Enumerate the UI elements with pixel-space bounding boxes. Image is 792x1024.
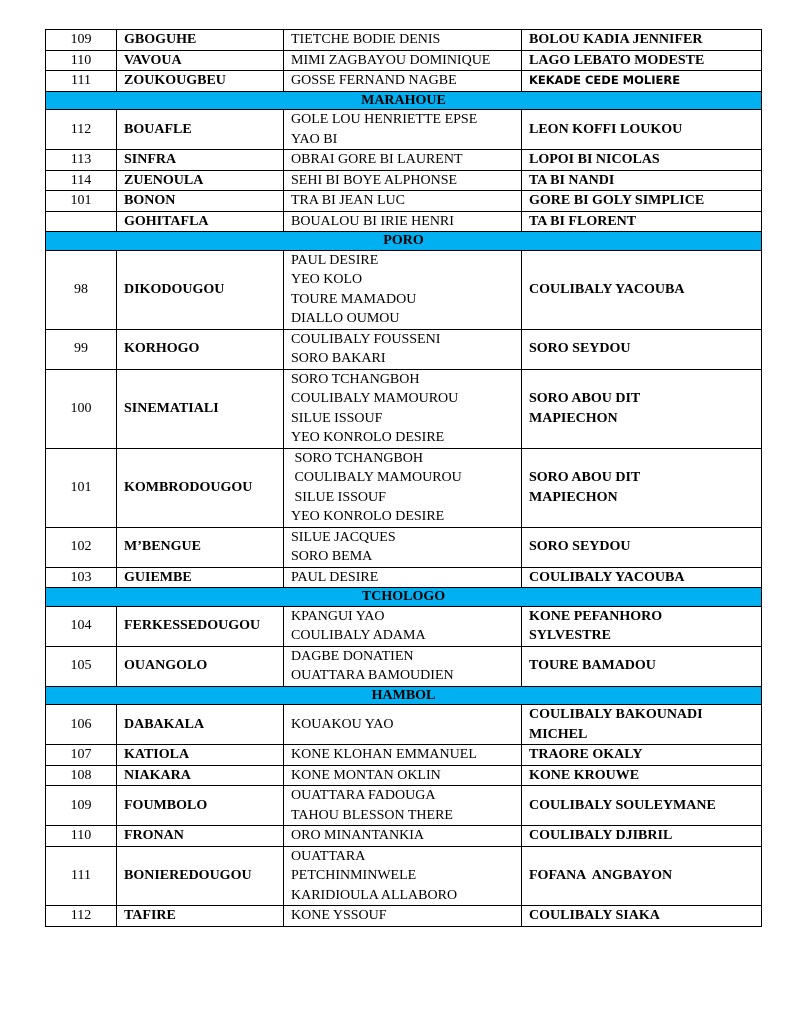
member-name: OUATTARA FADOUGA <box>291 788 436 803</box>
table-row <box>46 786 762 826</box>
table-row <box>46 30 762 51</box>
member-name: SORO BAKARI <box>291 351 386 366</box>
member-name: OUATTARA <box>291 848 366 864</box>
member-name: TOURE MAMADOU <box>291 291 417 307</box>
row-number: 101 <box>46 191 117 212</box>
representative-name: TA BI FLORENT <box>529 213 637 229</box>
table-row <box>46 191 762 212</box>
representative-cell <box>522 110 762 150</box>
representative-name: GORE BI GOLY SIMPLICE <box>529 193 705 208</box>
representative-cell <box>522 826 762 847</box>
representative-cell <box>522 250 762 329</box>
representative-cell <box>522 906 762 927</box>
representative-cell <box>522 50 762 71</box>
representative-name: COULIBALY BAKOUNADI <box>529 707 703 722</box>
representative-name: LAGO LEBATO MODESTE <box>529 52 705 68</box>
row-number: 104 <box>46 606 117 646</box>
members-cell <box>284 50 522 71</box>
table-row <box>46 745 762 766</box>
members-cell <box>284 30 522 51</box>
row-number: 100 <box>46 369 117 448</box>
region-name: TCHOLOGO <box>46 588 762 607</box>
row-number: 103 <box>46 567 117 588</box>
department-name: GUIEMBE <box>117 567 284 588</box>
row-number: 108 <box>46 765 117 786</box>
department-name: GOHITAFLA <box>117 211 284 232</box>
table-row <box>46 527 762 567</box>
member-name: PAUL DESIRE <box>291 569 379 585</box>
region-header-row <box>46 686 762 705</box>
department-name: TAFIRE <box>117 906 284 927</box>
table-row <box>46 705 762 745</box>
department-name: SINFRA <box>117 150 284 171</box>
representative-name: TA BI NANDI <box>529 172 615 188</box>
members-cell <box>284 211 522 232</box>
row-number: 112 <box>46 906 117 927</box>
members-cell <box>284 606 522 646</box>
table-row <box>46 606 762 646</box>
member-name: SILUE ISSOUF <box>291 410 383 426</box>
row-number: 112 <box>46 110 117 150</box>
member-name: SORO TCHANGBOH <box>291 371 420 387</box>
department-name: DIKODOUGOU <box>117 250 284 329</box>
representative-name: KONE KROUWE <box>529 767 640 783</box>
members-cell <box>284 110 522 150</box>
member-name: ORO MINANTANKIA <box>291 828 425 843</box>
representative-name: BOLOU KADIA JENNIFER <box>529 32 703 47</box>
representative-cell <box>522 170 762 191</box>
table-row <box>46 150 762 171</box>
department-name: ZOUKOUGBEU <box>117 71 284 92</box>
representative-cell <box>522 211 762 232</box>
representative-name: LOPOI BI NICOLAS <box>529 152 660 167</box>
department-name: ZUENOULA <box>117 170 284 191</box>
member-name: TAHOU BLESSON THERE <box>291 807 453 823</box>
members-cell <box>284 250 522 329</box>
member-name: OUATTARA BAMOUDIEN <box>291 668 454 683</box>
row-number: 106 <box>46 705 117 745</box>
member-name: PETCHINMINWELE <box>291 868 417 883</box>
representative-cell <box>522 606 762 646</box>
representative-name: SORO SEYDOU <box>529 341 631 357</box>
members-cell <box>284 567 522 588</box>
department-name: BOUAFLE <box>117 110 284 150</box>
table-row <box>46 846 762 906</box>
member-name: KONE MONTAN OKLIN <box>291 767 441 783</box>
table-row <box>46 71 762 92</box>
department-name: KATIOLA <box>117 745 284 766</box>
member-name: YEO KONROLO DESIRE <box>291 430 445 445</box>
members-cell <box>284 191 522 212</box>
department-name: NIAKARA <box>117 765 284 786</box>
member-name: SORO BEMA <box>291 549 373 564</box>
member-name: PAUL DESIRE <box>291 252 379 268</box>
representative-name: SORO SEYDOU <box>529 539 631 555</box>
representative-name: SORO ABOU DIT <box>529 470 641 485</box>
table-row <box>46 826 762 847</box>
member-name: KARIDIOULA ALLABORO <box>291 887 458 903</box>
representatives-table <box>45 29 762 927</box>
table-row <box>46 448 762 527</box>
department-name: BONIEREDOUGOU <box>117 846 284 906</box>
row-number <box>46 211 117 232</box>
member-name: SILUE ISSOUF <box>291 489 386 505</box>
department-name: M’BENGUE <box>117 527 284 567</box>
row-number: 102 <box>46 527 117 567</box>
row-number: 111 <box>46 71 117 92</box>
representative-cell <box>522 567 762 588</box>
member-name: COULIBALY FOUSSENI <box>291 331 441 347</box>
representative-cell <box>522 329 762 369</box>
member-name: GOSSE FERNAND NAGBE <box>291 73 457 88</box>
representative-cell <box>522 765 762 786</box>
table-row <box>46 646 762 686</box>
row-number: 111 <box>46 846 117 906</box>
members-cell <box>284 527 522 567</box>
member-name: COULIBALY ADAMA <box>291 628 426 643</box>
row-number: 98 <box>46 250 117 329</box>
representative-cell <box>522 150 762 171</box>
representative-cell <box>522 646 762 686</box>
row-number: 109 <box>46 786 117 826</box>
representative-name: COULIBALY SIAKA <box>529 908 660 923</box>
row-number: 107 <box>46 745 117 766</box>
members-cell <box>284 369 522 448</box>
members-cell <box>284 846 522 906</box>
department-name: FERKESSEDOUGOU <box>117 606 284 646</box>
row-number: 105 <box>46 646 117 686</box>
table-row <box>46 170 762 191</box>
member-name: DAGBE DONATIEN <box>291 648 414 664</box>
representative-cell <box>522 30 762 51</box>
table-row <box>46 369 762 448</box>
row-number: 110 <box>46 826 117 847</box>
representative-cell <box>522 191 762 212</box>
representative-cell <box>522 71 762 92</box>
representative-name: COULIBALY YACOUBA <box>529 281 685 297</box>
row-number: 109 <box>46 30 117 51</box>
member-name: TRA BI JEAN LUC <box>291 193 405 208</box>
department-name: SINEMATIALI <box>117 369 284 448</box>
member-name: YEO KOLO <box>291 272 363 287</box>
members-cell <box>284 745 522 766</box>
representative-name: LEON KOFFI LOUKOU <box>529 121 683 137</box>
representative-cell <box>522 527 762 567</box>
department-name: FOUMBOLO <box>117 786 284 826</box>
table-row <box>46 906 762 927</box>
table-row <box>46 110 762 150</box>
member-name: GOLE LOU HENRIETTE EPSE <box>291 112 478 127</box>
department-name: GBOGUHE <box>117 30 284 51</box>
row-number: 114 <box>46 170 117 191</box>
representative-name: KONE PEFANHORO <box>529 608 663 624</box>
representative-name: SYLVESTRE <box>529 628 611 643</box>
region-name: MARAHOUE <box>46 91 762 110</box>
region-header-row <box>46 232 762 251</box>
representative-cell <box>522 786 762 826</box>
department-name: OUANGOLO <box>117 646 284 686</box>
members-cell <box>284 906 522 927</box>
members-cell <box>284 329 522 369</box>
member-name: YEO KONROLO DESIRE <box>291 509 445 524</box>
member-name: KONE KLOHAN EMMANUEL <box>291 747 477 762</box>
member-name: BOUALOU BI IRIE HENRI <box>291 213 454 229</box>
region-header-row <box>46 588 762 607</box>
member-name: KOUAKOU YAO <box>291 716 394 732</box>
representative-name: COULIBALY YACOUBA <box>529 569 685 585</box>
representative-name: TRAORE OKALY <box>529 747 643 762</box>
member-name: SORO TCHANGBOH <box>291 450 423 466</box>
members-cell <box>284 826 522 847</box>
representative-name: SORO ABOU DIT <box>529 391 641 406</box>
representative-name: MAPIECHON <box>529 489 618 505</box>
table-row <box>46 567 762 588</box>
region-header-row <box>46 91 762 110</box>
member-name: KONE YSSOUF <box>291 908 387 923</box>
department-name: FRONAN <box>117 826 284 847</box>
row-number: 110 <box>46 50 117 71</box>
department-name: BONON <box>117 191 284 212</box>
region-name: HAMBOL <box>46 686 762 705</box>
table-body <box>46 30 762 927</box>
representative-name: KEKADE CEDE MOLIERE <box>529 73 681 87</box>
representative-cell <box>522 705 762 745</box>
table-row <box>46 329 762 369</box>
table-row <box>46 765 762 786</box>
table-row <box>46 211 762 232</box>
members-cell <box>284 646 522 686</box>
member-name: TIETCHE BODIE DENIS <box>291 32 441 47</box>
row-number: 101 <box>46 448 117 527</box>
representative-name: MAPIECHON <box>529 410 618 426</box>
members-cell <box>284 150 522 171</box>
representative-cell <box>522 846 762 906</box>
members-cell <box>284 705 522 745</box>
representative-cell <box>522 745 762 766</box>
member-name: COULIBALY MAMOUROU <box>291 391 459 406</box>
department-name: KORHOGO <box>117 329 284 369</box>
representative-name: COULIBALY DJIBRIL <box>529 828 673 843</box>
department-name: VAVOUA <box>117 50 284 71</box>
member-name: KPANGUI YAO <box>291 608 385 624</box>
member-name: OBRAI GORE BI LAURENT <box>291 152 463 167</box>
department-name: KOMBRODOUGOU <box>117 448 284 527</box>
region-name: PORO <box>46 232 762 251</box>
member-name: MIMI ZAGBAYOU DOMINIQUE <box>291 52 491 68</box>
members-cell <box>284 448 522 527</box>
representative-name: FOFANA ANGBAYON <box>529 868 673 883</box>
representative-name: TOURE BAMADOU <box>529 658 656 674</box>
department-name: DABAKALA <box>117 705 284 745</box>
table-row <box>46 50 762 71</box>
table-row <box>46 250 762 329</box>
members-cell <box>284 170 522 191</box>
row-number: 113 <box>46 150 117 171</box>
member-name: YAO BI <box>291 131 338 147</box>
members-cell <box>284 786 522 826</box>
representative-name: MICHEL <box>529 726 588 742</box>
representative-name: COULIBALY SOULEYMANE <box>529 797 716 813</box>
members-cell <box>284 71 522 92</box>
representative-cell <box>522 448 762 527</box>
representative-cell <box>522 369 762 448</box>
members-cell <box>284 765 522 786</box>
member-name: COULIBALY MAMOUROU <box>291 470 462 485</box>
member-name: SILUE JACQUES <box>291 529 396 545</box>
row-number: 99 <box>46 329 117 369</box>
member-name: DIALLO OUMOU <box>291 311 400 326</box>
member-name: SEHI BI BOYE ALPHONSE <box>291 172 458 188</box>
